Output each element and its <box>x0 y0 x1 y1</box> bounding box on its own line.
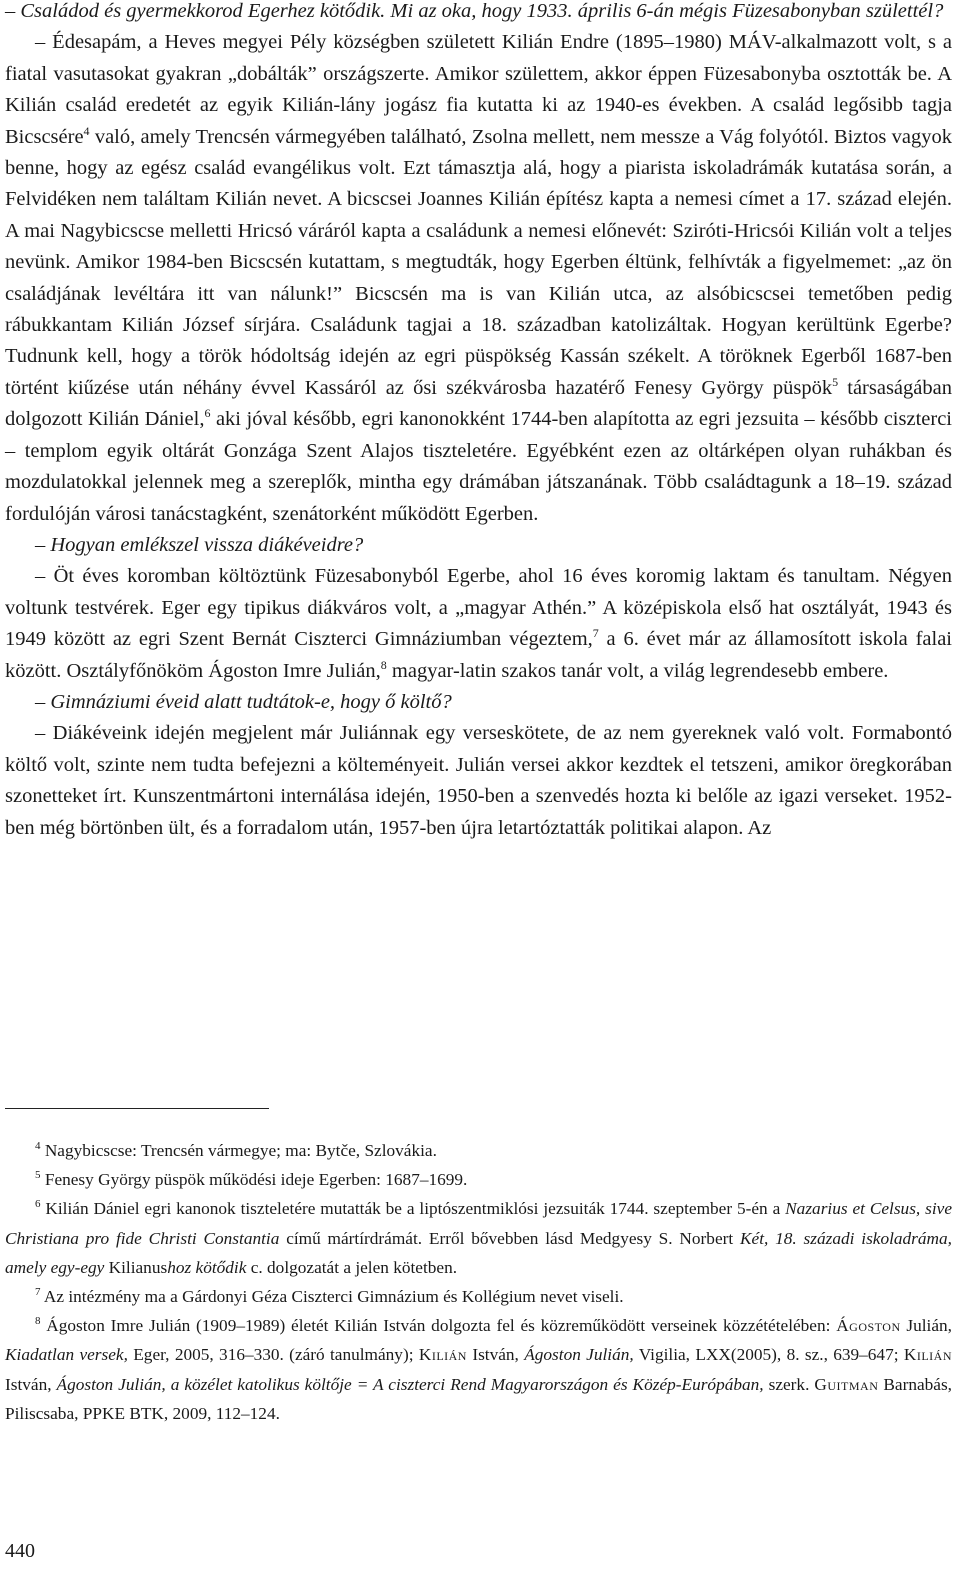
footnote-title: Ágoston Julián, <box>524 1345 634 1365</box>
page-number: 440 <box>5 1540 35 1562</box>
footnote <box>5 1165 952 1194</box>
main-text <box>5 0 952 844</box>
footnote <box>5 1282 952 1311</box>
footnote-number: 8 <box>35 1315 41 1328</box>
footnote-text: Fenesy György püspök működési ideje Egerben: 1687–1699. <box>44 1170 468 1190</box>
text-run: való, amely Trencsén vármegyében található, Zsolna mellett, nem messze a Vág folyótól. Biztos vagyok benne, hogy az egész család evangélikus volt. Ezt támasztja alá, hogy a piarista iskoladrámák kutatása során, a Felvidéken nem találtam Kilián nevet. A bicscsei Joannes Kilián építész kapta a nemesi címet a 17. század elején. A mai Nagybicscse melletti Hricsó váráról kapta a családunk a nemesi előnevét: Sziróti-Hricsói Kilián volt a teljes nevünk. Amikor 1984-ben Bicscsén kutattam, s megtudták, hogy Egerben éltünk, felhívták a figyelmemet: „az ön családjának levéltára itt van nálunk!” Bicscsén ma is van Kilián utca, az alsóbicscsei temetőben pedig rábukkantam Kilián József sírjára. Családunk tagjai a 18. században katolizáltak. Hogyan kerültünk Egerbe? Tudnunk kell, hogy a török hódoltság idején az egri püspökség Kassán székelt. A töröknek Egerből 1687-ben történt kiűzése után néhány évvel Kassáról az ősi székvárosba hazatérő Fenesy György püspök <box>5 125 952 399</box>
footnote-title: Ágoston Julián, a közélet katolikus költője = A ciszterci Rend Magyarországon és Közép-Európában, <box>56 1374 764 1394</box>
answer-paragraph <box>5 27 952 530</box>
footnote-number: 4 <box>35 1140 41 1153</box>
footnote-ref: 5 <box>832 375 839 390</box>
text-run: – Diákéveink idején megjelent már Juliánnak egy verseskötete, de az nem gyereknek való volt. Formabontó költő volt, szinte nem tudta befejezni a költeményeit. Julián versei akkor kezdtek el tetszeni, amikor öregkorában szonetteket írt. Kunszentmártoni internálása idején, 1950-ben a szenvedés hozta ki belőle az igazi verseket. 1952-ben még börtönben ült, és a forradalom után, 1957-ben újra letartóztatták politikai alapon. Az <box>5 722 952 839</box>
footnote-ref: 8 <box>380 657 387 672</box>
text-run: – Édesapám, a Heves megyei Pély községben született Kilián Endre (1895–1980) MÁV-alkalmazott volt, s a fiatal vasutasokat gyakran „dobálták” országszerte. Amikor születtem, akkor éppen Füzesabonyba osztották be. A Kilián család eredetét az egyik Kilián-lány jogász fia kutatta ki az 1940-es években. A család legősibb tagja Bicscsére <box>5 31 952 148</box>
footnote-text: Eger, 2005, 316–330. (záró tanulmány); <box>127 1345 419 1365</box>
footnote-title: Két, 18. századi iskoladráma, amely egy-egy <box>5 1228 952 1277</box>
footnote-divider <box>5 1108 269 1109</box>
text-run: a 6. évet már az államosított iskola falai között. Osztályfőnököm Ágoston Imre Julián, <box>5 628 952 682</box>
interview-question: – Hogyan emlékszel vissza diákéveidre? <box>35 533 364 556</box>
footnote-text: Kilián Dániel egri kanonok tiszteletére mutatták be a liptószentmiklósi jezsuiták 1744. szeptember 5-én a <box>45 1199 786 1219</box>
footnote-text: Kilianus <box>104 1257 168 1277</box>
text-run: aki jóval később, egri kanonokként 1744-ben alapította az egri jezsuita – később ciszterci – templom egyik oltárát Gonzága Szent Alajos tiszteletére. Egyébként ezen az oltárképen olyan ruhákban és mozdulatokkal jelennek meg a szereplők, mintha egy drámában játszanának. Több családtagunk a 18–19. század fordulóján városi tanácstagként, szenátorként működött Egerben. <box>5 408 952 525</box>
answer-paragraph <box>5 718 952 844</box>
footnote-number: 6 <box>35 1198 41 1211</box>
footnote-text: Vigilia, LXX(2005), 8. sz., 639–647; <box>633 1345 904 1365</box>
text-run: társaságában dolgozott Kilián Dániel, <box>5 376 952 431</box>
footnote-text: Barnabás, Piliscsaba, PPKE BTK, 2009, 112–124. <box>5 1374 952 1423</box>
footnote-ref: 6 <box>204 406 211 421</box>
interview-question: – Gimnáziumi éveid alatt tudtátok-e, hogy ő költő? <box>35 690 452 713</box>
author-surname: Ágoston <box>836 1316 901 1336</box>
author-surname: Guitman <box>814 1374 879 1394</box>
footnote-text: c. dolgozatát a jelen kötetben. <box>246 1257 458 1277</box>
author-surname: Kilián <box>903 1345 952 1365</box>
footnote <box>5 1311 952 1428</box>
footnote-text: című mártírdrámát. Erről bővebben lásd Medgyesy S. Norbert <box>279 1228 740 1248</box>
footnotes <box>5 1136 952 1428</box>
footnote-text: Nagybicscse: Trencsén vármegye; ma: Bytče, Szlovákia. <box>44 1141 437 1160</box>
footnote-ref: 7 <box>592 626 599 641</box>
footnote-title: hoz kötődik <box>167 1257 247 1277</box>
author-surname: Kilián <box>418 1345 467 1365</box>
footnote-number: 7 <box>35 1286 41 1299</box>
answer-paragraph <box>5 561 952 687</box>
footnote-text: Ágoston Imre Julián (1909–1989) életét Kilián István dolgozta fel és közreműködött verseinek közzétételében: <box>46 1316 837 1336</box>
footnote-title: Nazarius et Celsus, sive Christiana pro fide Christi Constantia <box>5 1199 952 1248</box>
footnote-text: Julián, <box>900 1316 952 1336</box>
footnote-ref: 4 <box>83 123 90 138</box>
footnote-text: Az intézmény ma a Gárdonyi Géza Ciszterci Gimnázium és Kollégium nevet viseli. <box>43 1287 624 1307</box>
footnote-title: Kiadatlan versek, <box>5 1345 128 1365</box>
interview-question: – Családod és gyermekkorod Egerhez kötődik. Mi az oka, hogy 1933. április 6-án mégis Füzesabonyban születtél? <box>5 0 944 22</box>
footnote <box>5 1194 952 1282</box>
text-run: magyar-latin szakos tanár volt, a világ legrendesebb embere. <box>386 659 889 682</box>
footnote-text: István, <box>5 1374 57 1394</box>
text-run: – Öt éves koromban költöztünk Füzesabonyból Egerbe, ahol 16 éves koromig laktam és tanultam. Négyen voltunk testvérek. Eger egy tipikus diákváros volt, a „magyar Athén.” A középiskola első hat osztályát, 1943 és 1949 között az egri Szent Bernát Ciszterci Gimnáziumban végeztem, <box>5 565 952 651</box>
footnote-text: István, <box>466 1345 525 1365</box>
footnote-number: 5 <box>35 1169 41 1182</box>
footnote-text: szerk. <box>763 1374 815 1394</box>
footnote <box>5 1136 952 1165</box>
